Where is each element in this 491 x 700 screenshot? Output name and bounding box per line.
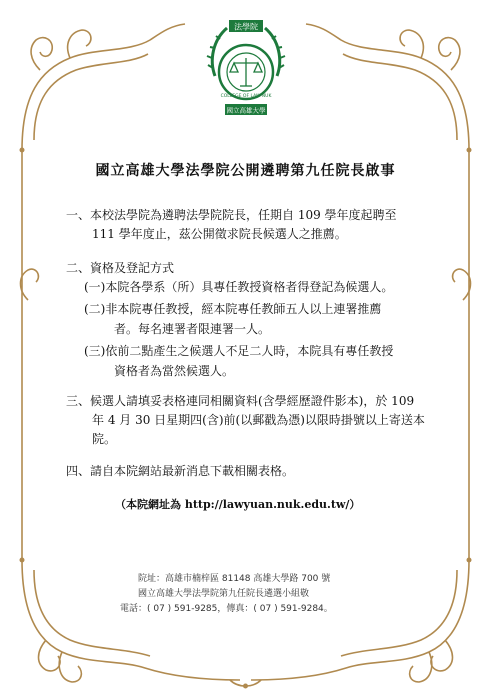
section-three-line1: 三、候選人請填妥表格連同相關資料(含學經歷證件影本)，於 109	[66, 394, 415, 408]
section-one-line2: 111 學年度止，茲公開徵求院長候選人之推薦。	[92, 227, 347, 241]
section-two-heading: 二、資格及登記方式	[66, 261, 175, 275]
footer-address: 院址：高雄市楠梓區 81148 高雄大學路 700 號	[138, 574, 331, 584]
college-seal-logo	[203, 14, 289, 119]
logo-ring-text: COLLEGE OF LAW NUK	[220, 94, 272, 99]
section-two-item1: (一)本院各學系（所）具專任教授資格者得登記為候選人。	[84, 280, 394, 294]
notice-title: 國立高雄大學法學院公開遴聘第九任院長啟事	[95, 163, 396, 179]
section-one-line1: 一、本校法學院為遴聘法學院院長，任期自 109 學年度起聘至	[66, 208, 397, 222]
section-two-item2-line2: 者。每名連署者限連署一人。	[114, 322, 271, 336]
section-three-line2: 年 4 月 30 日星期四(含)前(以郵戳為憑)以限時掛號以上寄送本	[92, 413, 425, 427]
section-three-line3: 院。	[92, 432, 117, 446]
section-two-item3-line2: 資格者為當然候選人。	[114, 364, 235, 378]
footer-committee: 國立高雄大學法學院第九任院長遴選小組敬	[138, 589, 310, 599]
website-note: （本院網址為 http://lawyuan.nuk.edu.tw/）	[115, 498, 361, 511]
section-four-line1: 四、請自本院網站最新消息下載相關表格。	[66, 464, 295, 478]
logo-top-text: 法學院	[234, 22, 258, 32]
footer-phone: 電話：( 07 ) 591-9285，傳真：( 07 ) 591-9284。	[120, 604, 333, 614]
logo-bottom-text: 國立高雄大學	[226, 106, 266, 115]
section-two-item3-line1: (三)依前二點產生之候選人不足二人時，本院具有專任教授	[84, 344, 394, 358]
section-two-item2-line1: (二)非本院專任教授，經本院專任教師五人以上連署推薦	[84, 302, 382, 316]
